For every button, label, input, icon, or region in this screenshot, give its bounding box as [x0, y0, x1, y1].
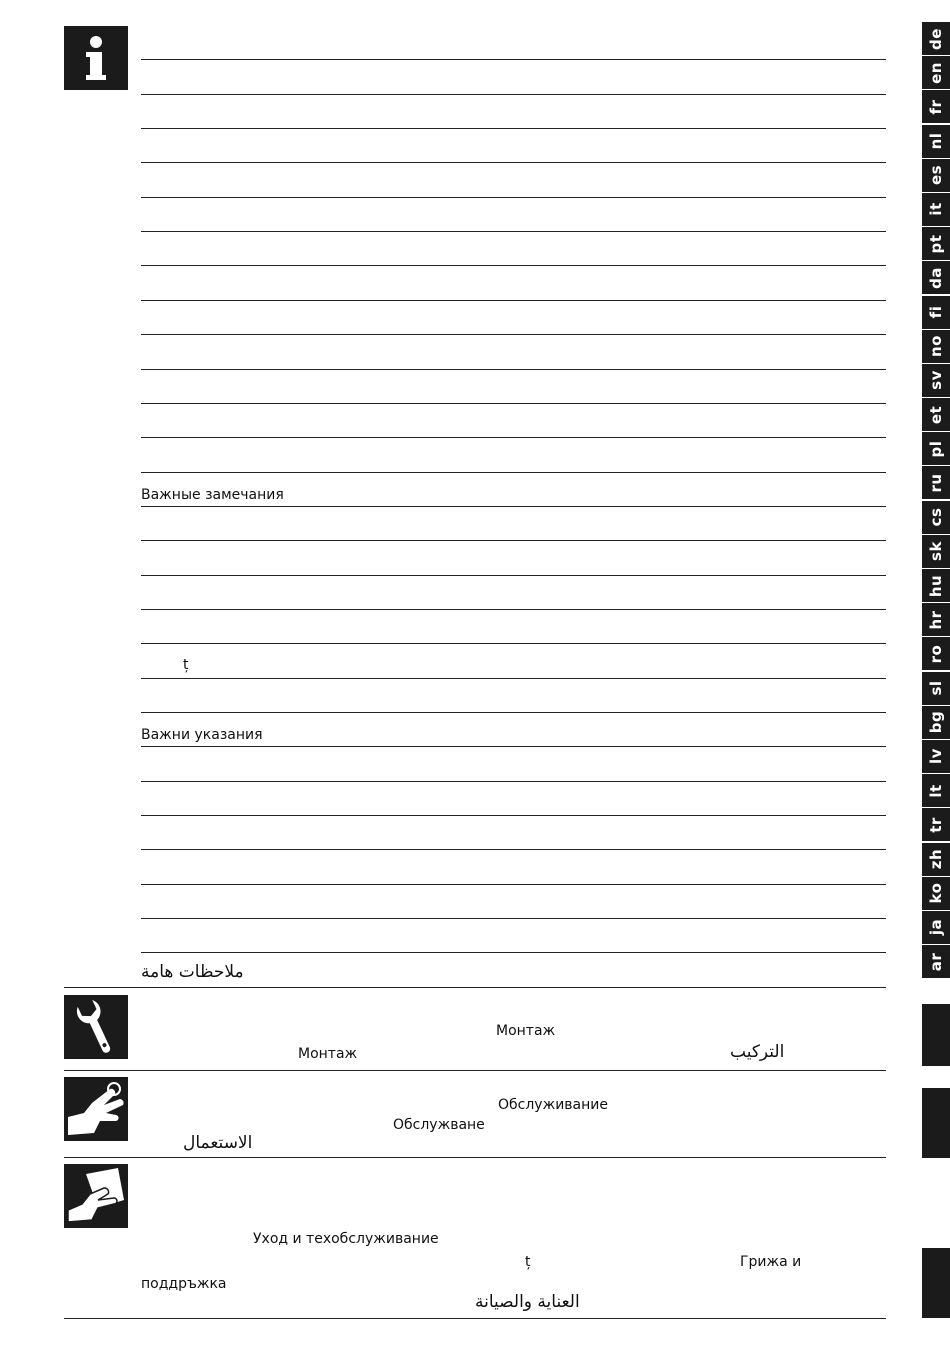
- tab-et[interactable]: et: [922, 398, 950, 431]
- blank-tab-block: [922, 1088, 950, 1158]
- tab-en[interactable]: en: [922, 56, 950, 89]
- blank-tab-block: [922, 1248, 950, 1318]
- assembly-ru-label: Монтаж: [496, 1023, 556, 1039]
- section-divider: [64, 1157, 886, 1158]
- tab-hr[interactable]: hr: [922, 603, 950, 636]
- section-divider: [64, 1070, 886, 1071]
- tab-pl[interactable]: pl: [922, 432, 950, 465]
- tab-lt[interactable]: lt: [922, 774, 950, 807]
- tab-de[interactable]: de: [922, 22, 950, 55]
- tab-tr[interactable]: tr: [922, 808, 950, 841]
- tab-pt[interactable]: pt: [922, 227, 950, 260]
- blank-tab-block: [922, 1004, 950, 1066]
- assembly-ar-label: التركيب: [730, 1042, 785, 1062]
- tab-ru[interactable]: ru: [922, 466, 950, 499]
- assembly-bg-label: Монтаж: [298, 1046, 358, 1062]
- ru-notes-heading: Важные замечания: [141, 487, 284, 503]
- tab-bg[interactable]: bg: [922, 706, 950, 739]
- tab-sl[interactable]: sl: [922, 672, 950, 705]
- tab-it[interactable]: it: [922, 193, 950, 226]
- tab-fr[interactable]: fr: [922, 90, 950, 123]
- tab-es[interactable]: es: [922, 159, 950, 192]
- cleaning-cloth-hand-icon: [64, 1164, 128, 1228]
- tab-nl[interactable]: nl: [922, 125, 950, 158]
- section-divider: [64, 1318, 886, 1319]
- care-ro-char: ț: [525, 1254, 531, 1270]
- bg-notes-heading: Важни указания: [141, 727, 263, 743]
- wrench-icon: [64, 995, 128, 1059]
- tab-ko[interactable]: ko: [922, 877, 950, 910]
- hand-pointer-icon: [64, 1077, 128, 1141]
- tab-hu[interactable]: hu: [922, 569, 950, 602]
- care-bg-label-line2: поддръжка: [141, 1276, 227, 1292]
- tab-sk[interactable]: sk: [922, 535, 950, 568]
- tab-no[interactable]: no: [922, 330, 950, 363]
- care-ar-label: العناية والصيانة: [475, 1292, 580, 1312]
- tab-ar[interactable]: ar: [922, 945, 950, 978]
- tab-fi[interactable]: fi: [922, 296, 950, 329]
- tab-zh[interactable]: zh: [922, 843, 950, 876]
- tab-cs[interactable]: cs: [922, 501, 950, 534]
- operation-ru-label: Обслуживание: [498, 1097, 608, 1113]
- operation-bg-label: Обслужване: [393, 1117, 485, 1133]
- tab-da[interactable]: da: [922, 261, 950, 294]
- ar-notes-heading: ملاحظات هامة: [141, 962, 244, 982]
- care-bg-label-line1: Грижа и: [740, 1254, 802, 1270]
- tab-lv[interactable]: lv: [922, 740, 950, 773]
- care-ru-label: Уход и техобслуживание: [253, 1231, 439, 1247]
- tab-ja[interactable]: ja: [922, 911, 950, 944]
- info-icon: [64, 26, 128, 90]
- ro-special-char: ț: [183, 657, 189, 673]
- tab-ro[interactable]: ro: [922, 637, 950, 670]
- operation-ar-label: الاستعمال: [183, 1133, 253, 1153]
- section-divider: [64, 987, 886, 988]
- language-tabs: [922, 22, 950, 979]
- tab-sv[interactable]: sv: [922, 364, 950, 397]
